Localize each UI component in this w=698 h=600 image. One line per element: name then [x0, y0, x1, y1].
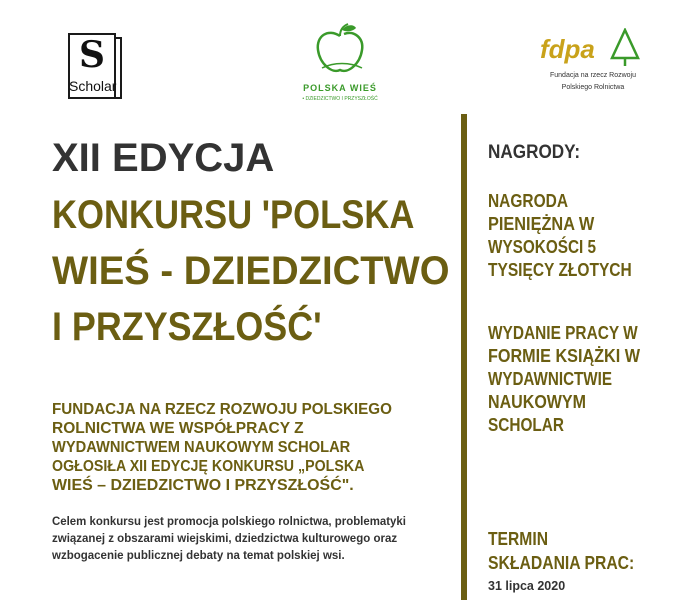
scholar-logo-word: Scholar	[69, 78, 117, 94]
prize-2-line: WYDAWNICTWIE	[488, 369, 612, 389]
description-line: wzbogacenie publicznej debaty na temat polskiej wsi.	[52, 550, 345, 562]
scholar-logo	[68, 33, 124, 101]
fdpa-logo-subtitle-line-1: Fundacja na rzecz Rozwoju	[550, 72, 636, 79]
description-line: Celem konkursu jest promocja polskiego rolnictwa, problematyki	[52, 516, 406, 528]
prize-1-line: NAGRODA	[488, 191, 568, 211]
scholar-logo-letter: S	[79, 34, 105, 76]
prize-2-line: NAUKOWYM	[488, 392, 586, 412]
tree-icon	[610, 28, 640, 68]
fdpa-logo-subtitle	[540, 70, 646, 94]
contest-title-line: I PRZYSZŁOŚĆ'	[52, 305, 322, 349]
fdpa-logo	[540, 26, 646, 106]
fdpa-logo-subtitle-line-2: Polskiego Rolnictwa	[561, 84, 625, 91]
polska-wies-logo-title: POLSKA WIEŚ	[303, 83, 377, 93]
prize-1-line: TYSIĘCY ZŁOTYCH	[488, 260, 632, 280]
prizes-heading: NAGRODY:	[488, 142, 581, 163]
edition-heading: XII EDYCJA	[52, 136, 275, 180]
prize-2-line: FORMIE KSIĄŻKI W	[488, 346, 640, 366]
apple-icon	[310, 22, 370, 80]
announcement-line: WYDAWNICTWEM NAUKOWYM SCHOLAR	[52, 439, 351, 456]
prize-1-line: PIENIĘŻNA W	[488, 214, 595, 234]
book-spine	[116, 37, 122, 99]
contest-title-line: KONKURSU 'POLSKA	[52, 193, 415, 237]
deadline-label-line: TERMIN	[488, 529, 548, 549]
deadline-date: 31 lipca 2020	[488, 579, 566, 593]
contest-title-line: WIEŚ - DZIEDZICTWO	[52, 249, 450, 293]
prize-1-line: WYSOKOŚCI 5	[488, 237, 597, 257]
polska-wies-logo	[292, 22, 388, 106]
announcement-line: OGŁOSIŁA XII EDYCJĘ KONKURSU „POLSKA	[52, 458, 365, 475]
description-line: związanej z obszarami wiejskimi, dziedzictwa kulturowego oraz	[52, 533, 398, 545]
polska-wies-logo-subtitle: • DZIEDZICTWO I PRZYSZŁOŚĆ	[302, 96, 378, 102]
announcement-line: ROLNICTWA WE WSPÓŁPRACY Z	[52, 420, 304, 437]
prize-2-line: WYDANIE PRACY W	[488, 323, 638, 343]
fdpa-logo-word: fdpa	[540, 34, 595, 64]
prize-2-line: SCHOLAR	[488, 415, 564, 435]
column-divider	[461, 114, 467, 600]
announcement-line: WIEŚ – DZIEDZICTWO I PRZYSZŁOŚĆ".	[52, 477, 354, 494]
deadline-label-line: SKŁADANIA PRAC:	[488, 553, 635, 573]
announcement-line: FUNDACJA NA RZECZ ROZWOJU POLSKIEGO	[52, 401, 392, 418]
